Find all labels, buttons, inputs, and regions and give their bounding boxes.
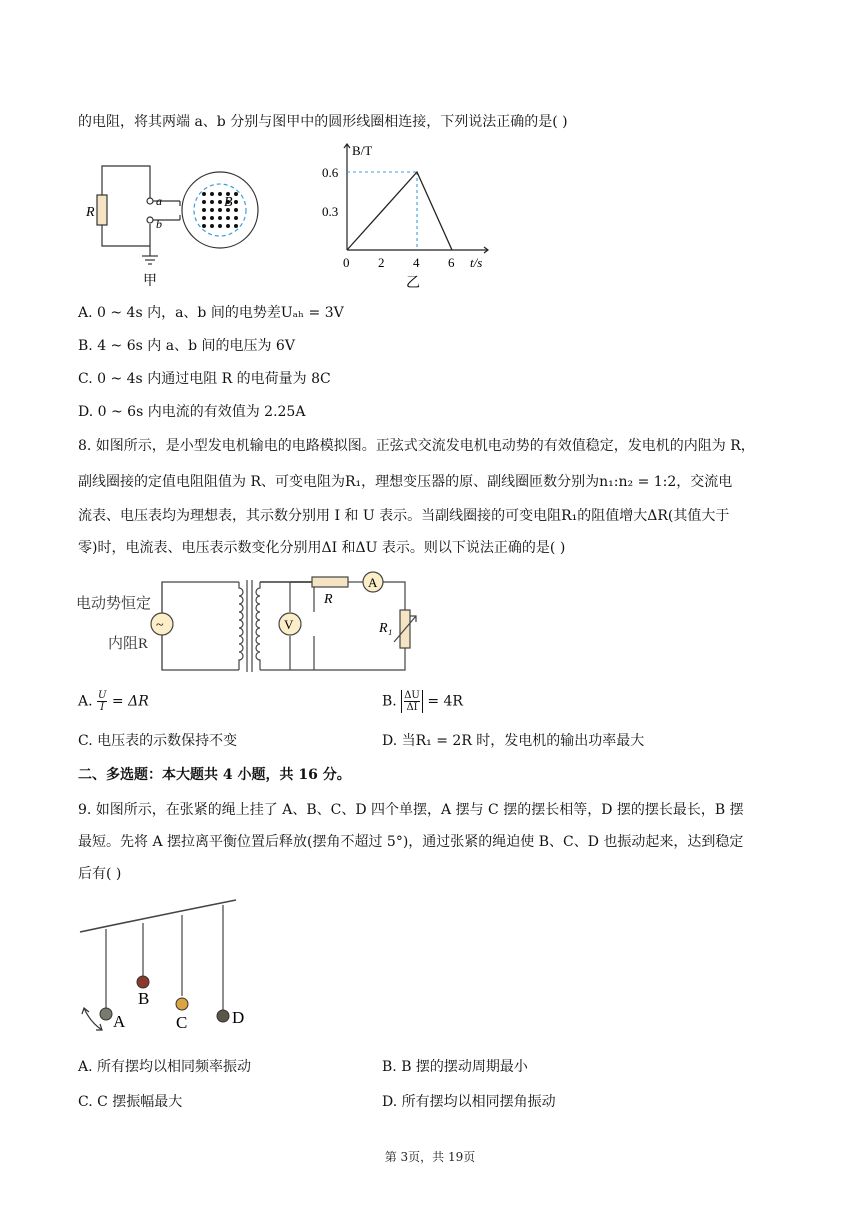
- series-line: [347, 172, 452, 250]
- figure-yi-bt-graph: [310, 138, 500, 290]
- x-tick-label: 6: [448, 255, 455, 270]
- label-a: a: [156, 194, 162, 208]
- q7-option-a: A. 0 ~ 4s 内，a、b 间的电势差Uₐₕ = 3V: [78, 305, 344, 321]
- figure-jia: [80, 150, 280, 290]
- q8-option-a-prefix: A.: [78, 693, 93, 710]
- q8-option-b: [382, 690, 463, 713]
- fraction-u-over-i: [97, 690, 107, 713]
- q8-option-b-rest: = 4R: [427, 693, 463, 710]
- voltmeter-label: V: [284, 617, 294, 632]
- q9-option-a: A. 所有摆均以相同频率振动: [78, 1059, 252, 1075]
- q9-stem-line-1: 9. 如图所示，在张紧的绳上挂了 A、B、C、D 四个单摆，A 摆与 C 摆的摆长相等，D 摆的摆长最长，B 摆: [78, 802, 744, 818]
- x-tick-label: 4: [413, 255, 420, 270]
- caption-yi: 乙: [406, 276, 420, 290]
- q8-stem-line-1: 8. 如图所示，是小型发电机输电的电路模拟图。正弦式交流发电机电动势的有效值稳定，发电机的内阻为 R，: [78, 438, 755, 454]
- q9-stem-line-3: 后有( ): [78, 866, 122, 882]
- pendulum-A-label: A: [113, 1012, 126, 1031]
- emf-label: 电动势恒定: [76, 596, 152, 612]
- fraction-numerator: ΔU: [404, 690, 420, 701]
- internal-resistance-label: 内阻R: [108, 636, 149, 652]
- q8-stem-line-3: 流表、电压表均为理想表，其示数分别用 I 和 U 表示。当副线圈接的可变电阻R₁的阻值增大ΔR(其值大于: [78, 508, 730, 524]
- x-tick-label: 2: [378, 255, 385, 270]
- ammeter-label: A: [368, 575, 378, 590]
- q9-option-c: C. C 摆振幅最大: [78, 1094, 183, 1110]
- y-tick-label: 0.3: [322, 204, 339, 219]
- label-B-field: B: [224, 195, 233, 210]
- x-axis-label: t/s: [470, 255, 483, 270]
- q7-option-c: C. 0 ~ 4s 内通过电阻 R 的电荷量为 8C: [78, 371, 331, 387]
- q8-option-b-prefix: B.: [382, 693, 397, 710]
- resistor-R1-label: R₁: [379, 621, 393, 636]
- q8-stem-line-4: 零)时，电流表、电压表示数变化分别用ΔI 和ΔU 表示。则以下说法正确的是( ): [78, 540, 566, 556]
- q7-option-d: D. 0 ~ 6s 内电流的有效值为 2.25A: [78, 404, 306, 420]
- page-footer: 第 3页，共 19页: [384, 1150, 476, 1164]
- q9-stem-line-2: 最短。先将 A 摆拉离平衡位置后释放(摆角不超过 5°)，通过张紧的绳迫使 B、C、D 也振动起来，达到稳定: [78, 834, 744, 850]
- x-tick-label: 0: [343, 255, 350, 270]
- y-tick-label: 0.6: [322, 165, 339, 180]
- fraction-abs-du-di: [401, 690, 423, 713]
- q8-option-a-rest: = ΔR: [111, 693, 149, 710]
- pendulum-D-label: D: [232, 1008, 245, 1027]
- y-axis-label: B/T: [352, 143, 373, 158]
- q7-option-b: B. 4 ~ 6s 内 a、b 间的电压为 6V: [78, 338, 295, 354]
- label-b: b: [156, 217, 162, 231]
- fraction-denominator: I: [100, 702, 105, 713]
- pendulum-C-label: C: [176, 1013, 188, 1032]
- label-R: R: [86, 205, 95, 220]
- q8-option-c: C. 电压表的示数保持不变: [78, 733, 238, 749]
- ac-source-icon: ~: [156, 618, 164, 633]
- q9-option-d: D. 所有摆均以相同摆角振动: [382, 1094, 556, 1110]
- q8-option-a: [78, 690, 149, 713]
- resistor-R-label: R: [324, 592, 333, 607]
- q7-stem: 的电阻，将其两端 a、b 分别与图甲中的圆形线圈相连接，下列说法正确的是( ): [78, 114, 568, 130]
- figure-q8-circuit: [74, 566, 424, 678]
- q8-stem-line-2: 副线圈接的定值电阻阻值为 R、可变电阻为R₁，理想变压器的原、副线圈匝数分别为n₁:n₂ = 1:2，交流电: [78, 474, 733, 490]
- fraction-denominator: ΔI: [406, 702, 418, 713]
- pendulum-B-label: B: [138, 989, 150, 1008]
- q8-option-d: D. 当R₁ = 2R 时，发电机的输出功率最大: [382, 733, 645, 749]
- q9-option-b: B. B 摆的摆动周期最小: [382, 1059, 528, 1075]
- figure-q9-pendulums: [76, 896, 266, 1036]
- section-heading-multiple-choice: 二、多选题：本大题共 4 小题，共 16 分。: [78, 767, 351, 783]
- caption-jia: 甲: [143, 274, 157, 289]
- fraction-numerator: U: [98, 690, 107, 701]
